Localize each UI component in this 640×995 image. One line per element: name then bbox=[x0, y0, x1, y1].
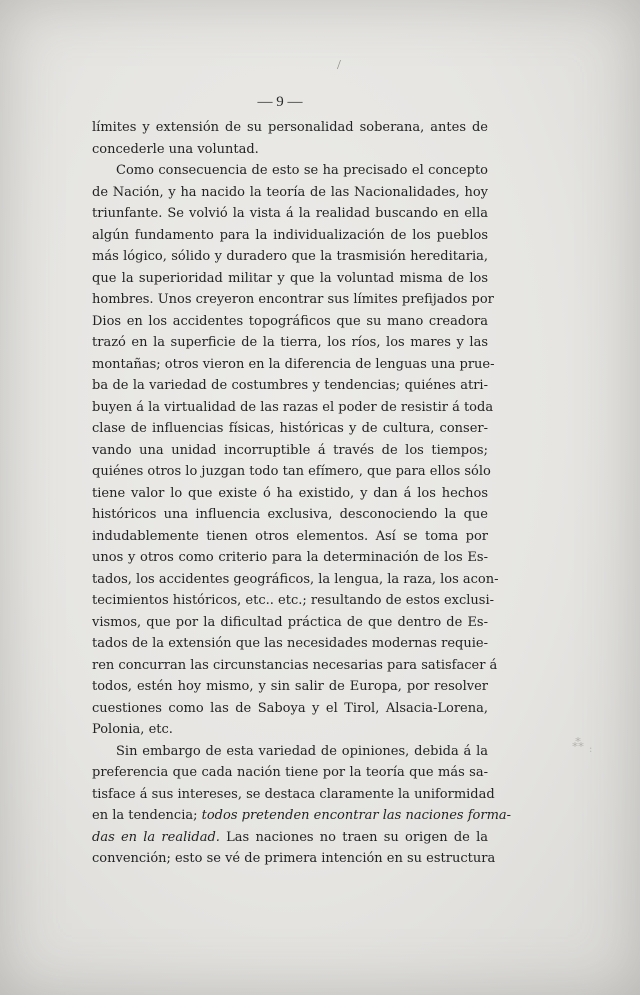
italic-text-run: todos pretenden encontrar las naciones forma- bbox=[201, 808, 512, 823]
text-line: Como consecuencia de esto se ha precisado el concepto bbox=[116, 163, 488, 178]
text-line: Sin embargo de esta variedad de opiniones, debida á la bbox=[116, 743, 488, 759]
text-line: históricos una influencia exclusiva, desconociendo la que bbox=[92, 507, 488, 522]
text-line: de Nación, y ha nacido la teoría de las Nacionalidades, hoy bbox=[92, 184, 488, 200]
text-line: hombres. Unos creyeron encontrar sus límites prefijados por bbox=[92, 292, 494, 307]
text-line: algún fundamento para la individualización de los pueblos bbox=[92, 227, 488, 243]
text-line: tados de la extensión que las necesidades modernas requie- bbox=[92, 636, 488, 651]
text-line: unos y otros como criterio para la determinación de los Es- bbox=[92, 550, 488, 565]
ink-mark: ⁂ bbox=[572, 736, 584, 750]
text-line: trazó en la superficie de la tierra, los ríos, los mares y las bbox=[92, 335, 488, 350]
text-line: buyen á la virtualidad de las razas el poder de resistir á toda bbox=[92, 399, 494, 415]
text-line: todos, estén hoy mismo, y sin salir de Europa, por resolver bbox=[92, 679, 488, 694]
text-line: vando una unidad incorruptible á través de los tiempos; bbox=[92, 442, 488, 458]
text-line: tisface á sus intereses, se destaca claramente la uniformidad bbox=[92, 786, 495, 802]
text-line: vismos, que por la dificultad práctica de que dentro de Es- bbox=[92, 614, 488, 630]
text-line: tiene valor lo que existe ó ha existido, y dan á los hechos bbox=[92, 485, 488, 501]
text-line: ba de la variedad de costumbres y tendencias; quiénes atri- bbox=[92, 378, 488, 393]
ink-mark: ꞉ bbox=[589, 742, 593, 756]
text-line: tados, los accidentes geográficos, la lengua, la raza, los acon- bbox=[92, 571, 499, 587]
text-line: cuestiones como las de Saboya y el Tirol, Alsacia-Lorena, bbox=[92, 700, 488, 716]
page-number: — 9 — bbox=[257, 94, 303, 110]
text-line: triunfante. Se volvió la vista á la realidad buscando en ella bbox=[92, 206, 488, 221]
italic-text-run: das en la realidad. bbox=[92, 829, 220, 845]
text-line: límites y extensión de su personalidad soberana, antes de bbox=[92, 120, 488, 135]
text-line: tecimientos históricos, etc.. etc.; resultando de estos exclusi- bbox=[92, 593, 495, 608]
text-line: quiénes otros lo juzgan todo tan efímero, que para ellos sólo bbox=[92, 464, 491, 479]
text-run: Las naciones no traen su origen de la bbox=[219, 829, 488, 845]
text-line: ren concurran las circunstancias necesarias para satisfacer á bbox=[92, 657, 498, 673]
text-line: convención; esto se vé de primera intención en su estructura bbox=[92, 851, 496, 866]
text-line bbox=[92, 805, 512, 827]
text-line: que la superioridad militar y que la voluntad misma de los bbox=[92, 270, 488, 286]
ink-mark: / bbox=[337, 58, 341, 73]
text-line: montañas; otros vieron en la diferencia de lenguas una prue- bbox=[92, 356, 495, 372]
text-line: Polonia, etc. bbox=[92, 722, 173, 737]
text-run: en la tendencia; bbox=[92, 808, 202, 823]
text-line: Dios en los accidentes topográficos que su mano creadora bbox=[92, 313, 488, 329]
text-line: concederle una voluntad. bbox=[92, 141, 259, 157]
text-line: más lógico, sólido y duradero que la trasmisión hereditaria, bbox=[92, 249, 488, 264]
text-line: indudablemente tienen otros elementos. Así se toma por bbox=[92, 528, 488, 544]
text-line: preferencia que cada nación tiene por la teoría que más sa- bbox=[92, 765, 488, 780]
body-text bbox=[92, 117, 512, 870]
text-line: clase de influencias físicas, históricas y de cultura, conser- bbox=[92, 421, 488, 436]
text-line bbox=[92, 827, 488, 849]
